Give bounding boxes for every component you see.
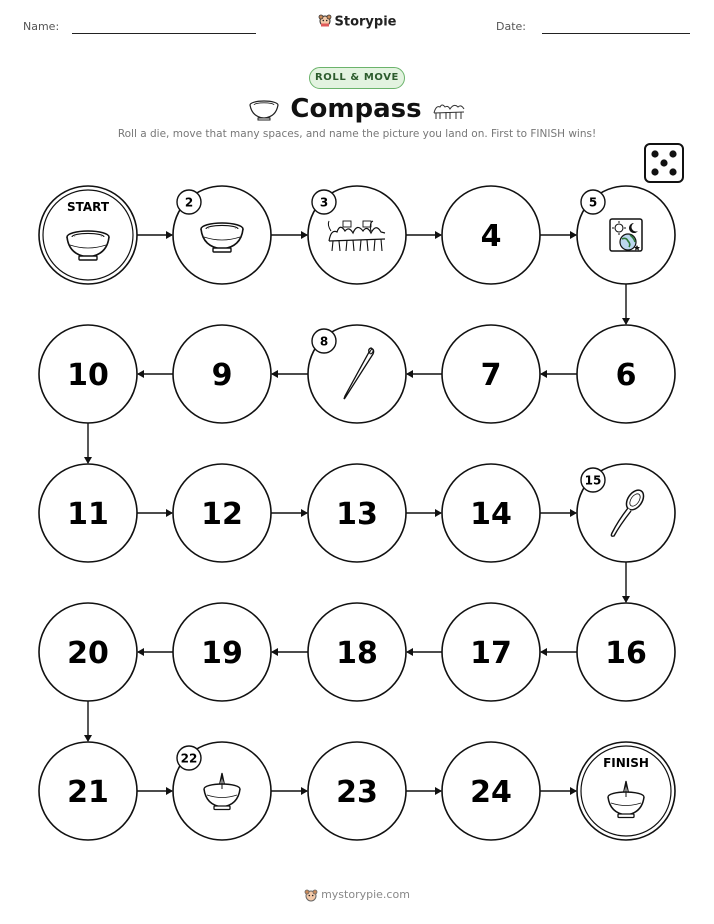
- space-21: [39, 742, 137, 840]
- title-text: Compass: [290, 94, 422, 124]
- die-pip: [651, 168, 658, 175]
- space-number: 11: [67, 497, 109, 532]
- game-type-badge: ROLL & MOVE: [309, 67, 405, 89]
- space-16: [577, 603, 675, 701]
- space-number: 23: [336, 775, 378, 810]
- space-2: [173, 186, 271, 284]
- space-14: [442, 464, 540, 562]
- space-number: 19: [201, 636, 243, 671]
- space-13: [308, 464, 406, 562]
- space-20: [39, 603, 137, 701]
- space-number: 9: [211, 358, 233, 393]
- space-number: 7: [480, 358, 502, 393]
- space-number: 18: [336, 636, 378, 671]
- space-number: 5: [588, 195, 598, 210]
- space-number: 4: [480, 219, 502, 254]
- spaces-layer: [39, 186, 675, 840]
- instructions: Roll a die, move that many spaces, and name the picture you land on. First to FINISH wins!: [117, 128, 597, 140]
- space-8: [308, 325, 406, 423]
- space-3: [308, 186, 406, 284]
- space-18: [308, 603, 406, 701]
- space-number: 22: [180, 751, 198, 766]
- space-7: [442, 325, 540, 423]
- space-12: [173, 464, 271, 562]
- space-5: [577, 186, 675, 284]
- space-number: 20: [67, 636, 109, 671]
- space-19: [173, 603, 271, 701]
- space-22: [173, 742, 271, 840]
- space-label: START: [66, 200, 110, 214]
- space-number: 15: [584, 473, 602, 488]
- mascot-icon: [304, 888, 318, 902]
- footer-url: mystorypie.com: [321, 888, 410, 901]
- date-label: Date:: [496, 20, 526, 33]
- space-11: [39, 464, 137, 562]
- space-number: 8: [319, 334, 329, 349]
- space-17: [442, 603, 540, 701]
- die-pip: [651, 150, 658, 157]
- space-15: [577, 464, 675, 562]
- space-number: 17: [470, 636, 512, 671]
- space-number: 10: [67, 358, 109, 393]
- name-label: Name:: [23, 20, 60, 33]
- space-23: [308, 742, 406, 840]
- space-start: [39, 186, 137, 284]
- space-label: FINISH: [603, 756, 649, 770]
- space-4: [442, 186, 540, 284]
- space-number: 16: [605, 636, 647, 671]
- space-9: [173, 325, 271, 423]
- space-24: [442, 742, 540, 840]
- die-pip: [669, 150, 676, 157]
- space-number: 24: [470, 775, 512, 810]
- space-number: 12: [201, 497, 243, 532]
- die-icon: [645, 144, 683, 182]
- space-number: 2: [184, 195, 194, 210]
- space-number: 6: [615, 358, 637, 393]
- space-number: 21: [67, 775, 109, 810]
- space-finish: [577, 742, 675, 840]
- space-number: 3: [319, 195, 329, 210]
- die-pip: [660, 159, 667, 166]
- space-10: [39, 325, 137, 423]
- footer: [0, 888, 714, 902]
- brand-name: Storypie: [334, 14, 397, 30]
- die-pip: [669, 168, 676, 175]
- space-6: [577, 325, 675, 423]
- globe-sky-icon: [610, 219, 642, 251]
- space-number: 13: [336, 497, 378, 532]
- space-number: 14: [470, 497, 512, 532]
